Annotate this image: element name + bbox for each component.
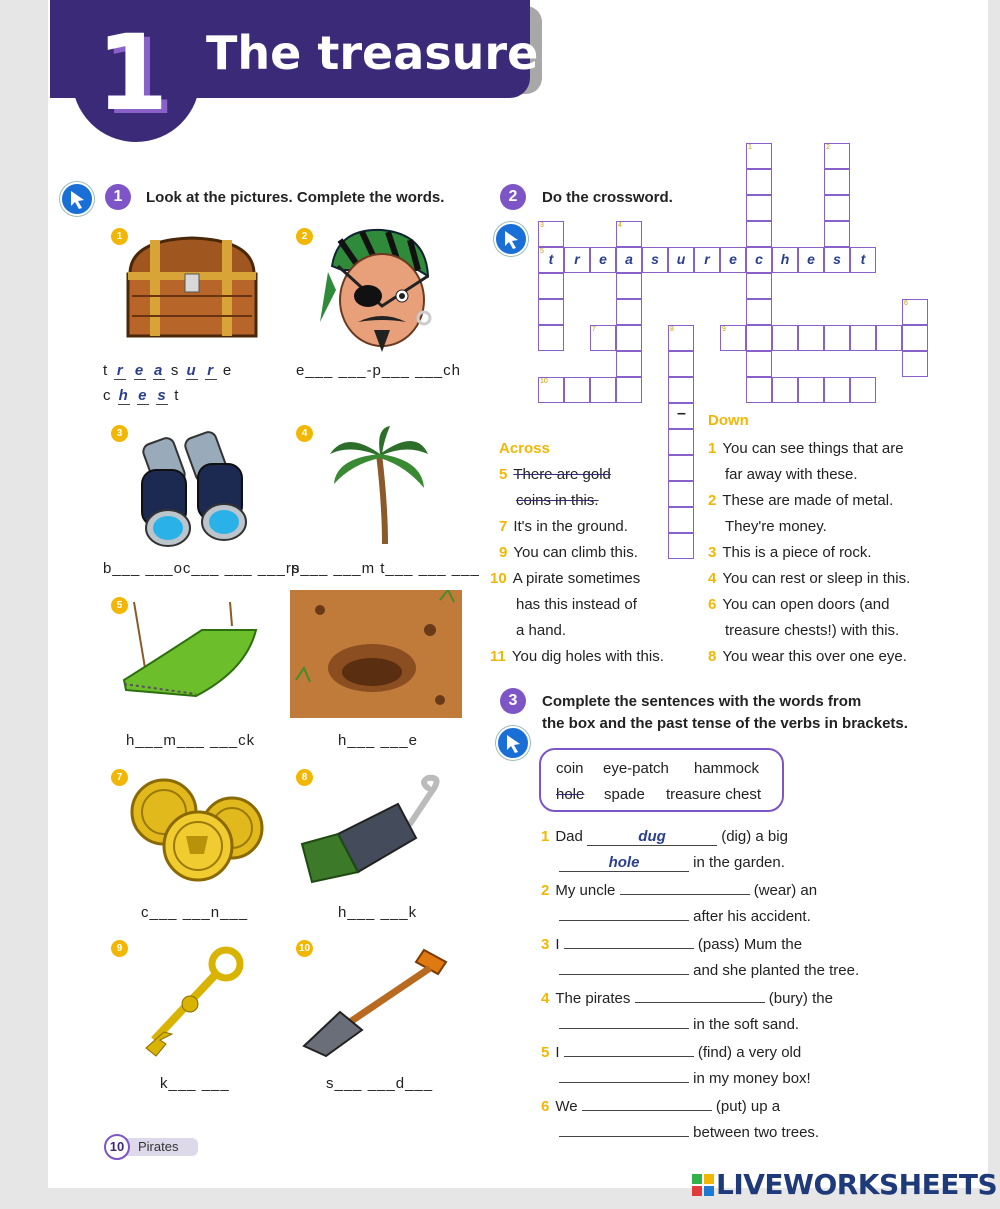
crossword-cell[interactable] [746,169,772,195]
fixed-letter: t [103,362,109,379]
verb-answer-field[interactable] [564,1056,694,1057]
cell-number: 4 [618,222,622,229]
sentence-3-line-1 [541,936,802,953]
clue-number: 7 [499,518,508,535]
sentence-end: and she planted the tree. [693,962,860,979]
cell-number: 9 [722,326,726,333]
crossword-cell[interactable] [616,351,642,377]
item-badge: 4 [296,425,313,442]
sentence-end: after his accident. [693,908,811,925]
crossword-cell-5-across[interactable] [850,247,876,273]
crossword-cell[interactable] [668,507,694,533]
crossword-cell[interactable] [824,325,850,351]
sentence-number: 6 [541,1098,550,1115]
sentence-number: 2 [541,882,550,899]
crossword-cell[interactable] [798,377,824,403]
clue-number: 11 [490,648,506,665]
crossword-cell[interactable] [746,221,772,247]
crossword-cell[interactable] [538,325,564,351]
crossword-cell[interactable] [746,195,772,221]
word-line-item-8[interactable]: h___ ___k [338,904,418,921]
down-clue-8 [708,644,907,670]
noun-answer-field[interactable] [559,1136,689,1137]
crossword-cell[interactable] [850,325,876,351]
word-line-item-1b [103,387,179,405]
cell-letter: e [729,251,737,267]
cell-letter: r [574,251,580,267]
answer-letter[interactable]: h [118,387,129,404]
crossword-cell[interactable] [668,455,694,481]
down-clue-2 [708,488,893,540]
verb-prompt: (pass) Mum the [697,936,803,953]
cell-letter: h [780,251,790,267]
across-clue-10 [490,566,640,644]
sentence-number: 5 [541,1044,550,1061]
crossword-cell[interactable] [824,169,850,195]
clue-text: It's in the ground. [513,518,628,535]
crossword-cell[interactable] [590,377,616,403]
crossword-cell[interactable] [590,325,616,351]
exercise-1-instruction: Look at the pictures. Complete the words. [146,189,445,206]
fixed-letter: t [174,387,180,404]
sentence-start: I [555,936,560,953]
cell-letter: r [704,251,710,267]
verb-prompt: (bury) the [768,990,833,1007]
item-badge: 2 [296,228,313,245]
answer-letter[interactable]: a [154,362,164,379]
sentence-1-line-2 [559,854,785,872]
word-line-item-6[interactable]: h___ ___e [338,732,418,749]
cell-letter: u [676,251,686,267]
crossword-cell-5-across[interactable] [642,247,668,273]
crossword-cell-5-across[interactable] [720,247,746,273]
exercise-1-number: 1 [105,184,131,210]
answer-letter[interactable]: e [138,387,148,404]
sentence-start: I [555,1044,560,1061]
sentence-end: between two trees. [693,1124,820,1141]
verb-answer-field[interactable]: dug [587,828,717,846]
word-line-item-7[interactable]: c___ ___n___ [141,904,249,921]
cell-letter: e [807,251,815,267]
sentence-4-line-2 [559,1016,799,1033]
cell-letter: a [625,251,633,267]
unit-number: 1 [96,12,169,134]
clue-text: You can climb this. [513,544,638,561]
crossword-cell-5-across[interactable] [694,247,720,273]
noun-answer-field[interactable] [559,974,689,975]
cell-letter: t [548,251,554,267]
crossword-cell[interactable] [798,325,824,351]
page-title: The treasure [206,26,539,80]
crossword-cell[interactable] [538,299,564,325]
crossword-cell[interactable] [538,273,564,299]
crossword-cell[interactable] [746,351,772,377]
cell-number: 2 [826,144,830,151]
exercise-3-number: 3 [500,688,526,714]
verb-answer-field[interactable] [635,1002,765,1003]
verb-prompt: (wear) an [753,882,818,899]
crossword-cell[interactable] [668,429,694,455]
across-clue-9 [499,540,638,566]
section-label: Pirates [126,1138,198,1156]
crossword-cell[interactable] [538,221,564,247]
pirate-face-icon [318,226,438,354]
clue-text: There are gold [513,466,611,483]
sentence-number: 1 [541,828,550,845]
fixed-letter: e [222,362,233,379]
word-line-item-5[interactable]: h___m___ ___ck [126,732,256,749]
spade-icon [300,946,450,1058]
box-word-spade: spade [604,786,645,803]
crossword-cell-5-across[interactable] [798,247,824,273]
answer-letter[interactable]: s [157,387,167,404]
sentence-1-line-1 [541,828,788,846]
cell-letter: e [599,251,607,267]
clue-text: treasure chests!) with this. [725,622,900,639]
across-clue-11 [490,644,664,670]
clue-text: You dig holes with this. [511,648,664,665]
key-icon [136,944,248,1058]
cell-letter: s [833,251,841,267]
crossword-cell-5-across[interactable] [564,247,590,273]
crossword-cell[interactable] [824,221,850,247]
crossword-cell-5-across[interactable] [746,247,772,273]
down-clue-4 [708,566,910,592]
page-number: 10 [104,1134,130,1160]
clue-number: 8 [708,648,717,665]
sentence-number: 4 [541,990,550,1007]
noun-answer-field[interactable] [559,1028,689,1029]
box-word-hole: hole [556,786,585,803]
cell-number: 1 [748,144,752,151]
crossword-cell[interactable] [720,325,746,351]
cell-number: 10 [540,378,548,385]
crossword-cell[interactable] [668,351,694,377]
box-word-hammock: hammock [694,760,760,777]
sentence-2-line-2 [559,908,811,925]
liveworksheets-logo: LIVEWORKSHEETS [716,1168,998,1201]
verb-answer-field[interactable] [620,894,750,895]
crossword-cell[interactable] [772,377,798,403]
crossword-cell-5-across[interactable] [824,247,850,273]
clue-text: A pirate sometimes [512,570,641,587]
crossword-cell[interactable] [746,299,772,325]
clue-number: 2 [708,492,717,509]
answer-letter[interactable]: e [134,362,145,379]
word-line-item-4[interactable]: p___ ___m t___ ___ ___ [291,560,480,577]
clue-text: coins in this. [516,492,599,509]
sentence-start: We [555,1098,578,1115]
crossword-cell[interactable] [746,273,772,299]
clue-text: You can open doors (and [722,596,890,613]
binoculars-icon [128,430,258,548]
crossword-cell[interactable] [668,533,694,559]
word-line-item-2[interactable]: e___ ___-p___ ___ch [296,362,461,379]
exercise-3-instruction-1: Complete the sentences with the words from [542,693,862,710]
pirate-hook-icon [298,774,448,884]
clue-number: 3 [708,544,717,561]
exercise-2-number: 2 [500,184,526,210]
sentence-6-line-1 [541,1098,780,1115]
sentence-4-line-1 [541,990,833,1007]
crossword-cell[interactable] [668,377,694,403]
clue-number: 9 [499,544,508,561]
sentence-end: in the soft sand. [693,1016,800,1033]
down-heading: Down [708,412,749,429]
crossword-cell[interactable] [772,325,798,351]
verb-answer-field[interactable] [582,1110,712,1111]
item-badge: 8 [296,769,313,786]
crossword-cell[interactable] [616,299,642,325]
treasure-chest-icon [122,234,262,340]
clue-number: 5 [499,466,508,483]
clue-number: 4 [708,570,717,587]
clue-text: far away with these. [725,466,858,483]
crossword-cell[interactable] [746,377,772,403]
sentence-start: The pirates [555,990,631,1007]
crossword-cell[interactable] [668,325,694,351]
cell-number: 3 [540,222,544,229]
noun-answer-field[interactable] [559,1082,689,1083]
crossword-cell[interactable] [902,325,928,351]
clue-text: a hand. [516,622,567,639]
item-badge: 9 [111,940,128,957]
answer-letter[interactable]: r [205,362,217,380]
word-line-item-9[interactable]: k___ ___ [160,1075,230,1092]
cell-number: 6 [904,300,908,307]
verb-answer-field[interactable] [564,948,694,949]
crossword-cell[interactable] [746,325,772,351]
sentence-start: Dad [555,828,583,845]
crossword-cell[interactable] [902,299,928,325]
cell-number: 7 [592,326,596,333]
fixed-letter: c [103,387,112,404]
item-badge: 10 [296,940,313,957]
hammock-icon [116,600,266,704]
sentence-3-line-2 [559,962,859,979]
clue-text: This is a piece of rock. [722,544,872,561]
down-clue-1 [708,436,904,488]
item-badge: 3 [111,425,128,442]
crossword-cell[interactable] [824,195,850,221]
cell-letter: t [860,251,866,267]
answer-letter[interactable]: u [186,362,197,379]
clue-text: You wear this over one eye. [722,648,907,665]
box-word-treasure-chest: treasure chest [666,786,762,803]
palm-tree-icon [326,424,430,546]
clue-text: You can rest or sleep in this. [722,570,911,587]
crossword-cell[interactable] [902,351,928,377]
noun-answer-field[interactable]: hole [559,854,689,872]
crossword-cell[interactable] [824,377,850,403]
cell-letter: s [651,251,659,267]
item-badge: 5 [111,597,128,614]
sentence-2-line-1 [541,882,817,899]
crossword-cell[interactable] [668,481,694,507]
sentence-5-line-1 [541,1044,801,1061]
item-badge: 7 [111,769,128,786]
crossword-hyphen: – [677,405,686,422]
clue-text: has this instead of [516,596,637,613]
crossword-cell-5-across[interactable] [616,247,642,273]
crossword-cell[interactable] [538,377,564,403]
noun-answer-field[interactable] [559,920,689,921]
word-line-item-1 [103,362,232,380]
exercise-3-instruction-2: the box and the past tense of the verbs in brackets. [542,715,908,732]
exercise-2-instruction: Do the crossword. [542,189,673,206]
sentence-5-line-2 [559,1070,811,1087]
gold-coins-icon [128,774,268,884]
crossword-cell[interactable] [564,377,590,403]
across-clue-5 [499,462,611,514]
cell-letter: c [755,251,763,267]
crossword-cell[interactable] [616,377,642,403]
box-word-eye-patch: eye-patch [603,760,669,777]
verb-prompt: (find) a very old [697,1044,802,1061]
answer-letter[interactable]: r [114,362,126,380]
cell-number: 5 [540,248,544,255]
clue-text: They're money. [725,518,827,535]
crossword-cell-5-across[interactable] [590,247,616,273]
sentence-6-line-2 [559,1124,819,1141]
cursor-icon[interactable] [494,222,528,256]
across-clue-7 [499,514,628,540]
fixed-letter: s [170,362,180,379]
crossword-cell-5-across[interactable] [538,247,564,273]
across-heading: Across [499,440,550,457]
crossword-cell[interactable] [746,143,772,169]
liveworksheets-logo-icon [692,1174,714,1196]
sentence-end: in my money box! [693,1070,811,1087]
clue-number: 1 [708,440,717,457]
down-clue-6 [708,592,899,644]
crossword-cell[interactable] [850,377,876,403]
crossword-cell[interactable] [824,143,850,169]
cursor-icon[interactable] [496,726,530,760]
clue-text: You can see things that are [722,440,904,457]
clue-number: 6 [708,596,717,613]
box-word-coin: coin [556,760,584,777]
crossword-cell-5-across[interactable] [668,247,694,273]
verb-prompt: (dig) a big [721,828,788,845]
sentence-start: My uncle [555,882,616,899]
word-line-item-10[interactable]: s___ ___d___ [326,1075,434,1092]
crossword-cell[interactable] [876,325,902,351]
cell-number: 8 [670,326,674,333]
clue-text: These are made of metal. [722,492,894,509]
sentence-end: in the garden. [693,854,785,871]
clue-number: 10 [490,570,507,587]
word-line-item-3[interactable]: b___ ___oc___ ___ ___rs [103,560,301,577]
crossword-cell[interactable] [616,221,642,247]
hole-image [290,590,462,718]
cursor-icon[interactable] [60,182,94,216]
sentence-number: 3 [541,936,550,953]
crossword-cell[interactable] [616,273,642,299]
crossword-cell-5-across[interactable] [772,247,798,273]
crossword-cell[interactable] [616,325,642,351]
down-clue-3 [708,540,872,566]
item-badge: 1 [111,228,128,245]
verb-prompt: (put) up a [715,1098,781,1115]
